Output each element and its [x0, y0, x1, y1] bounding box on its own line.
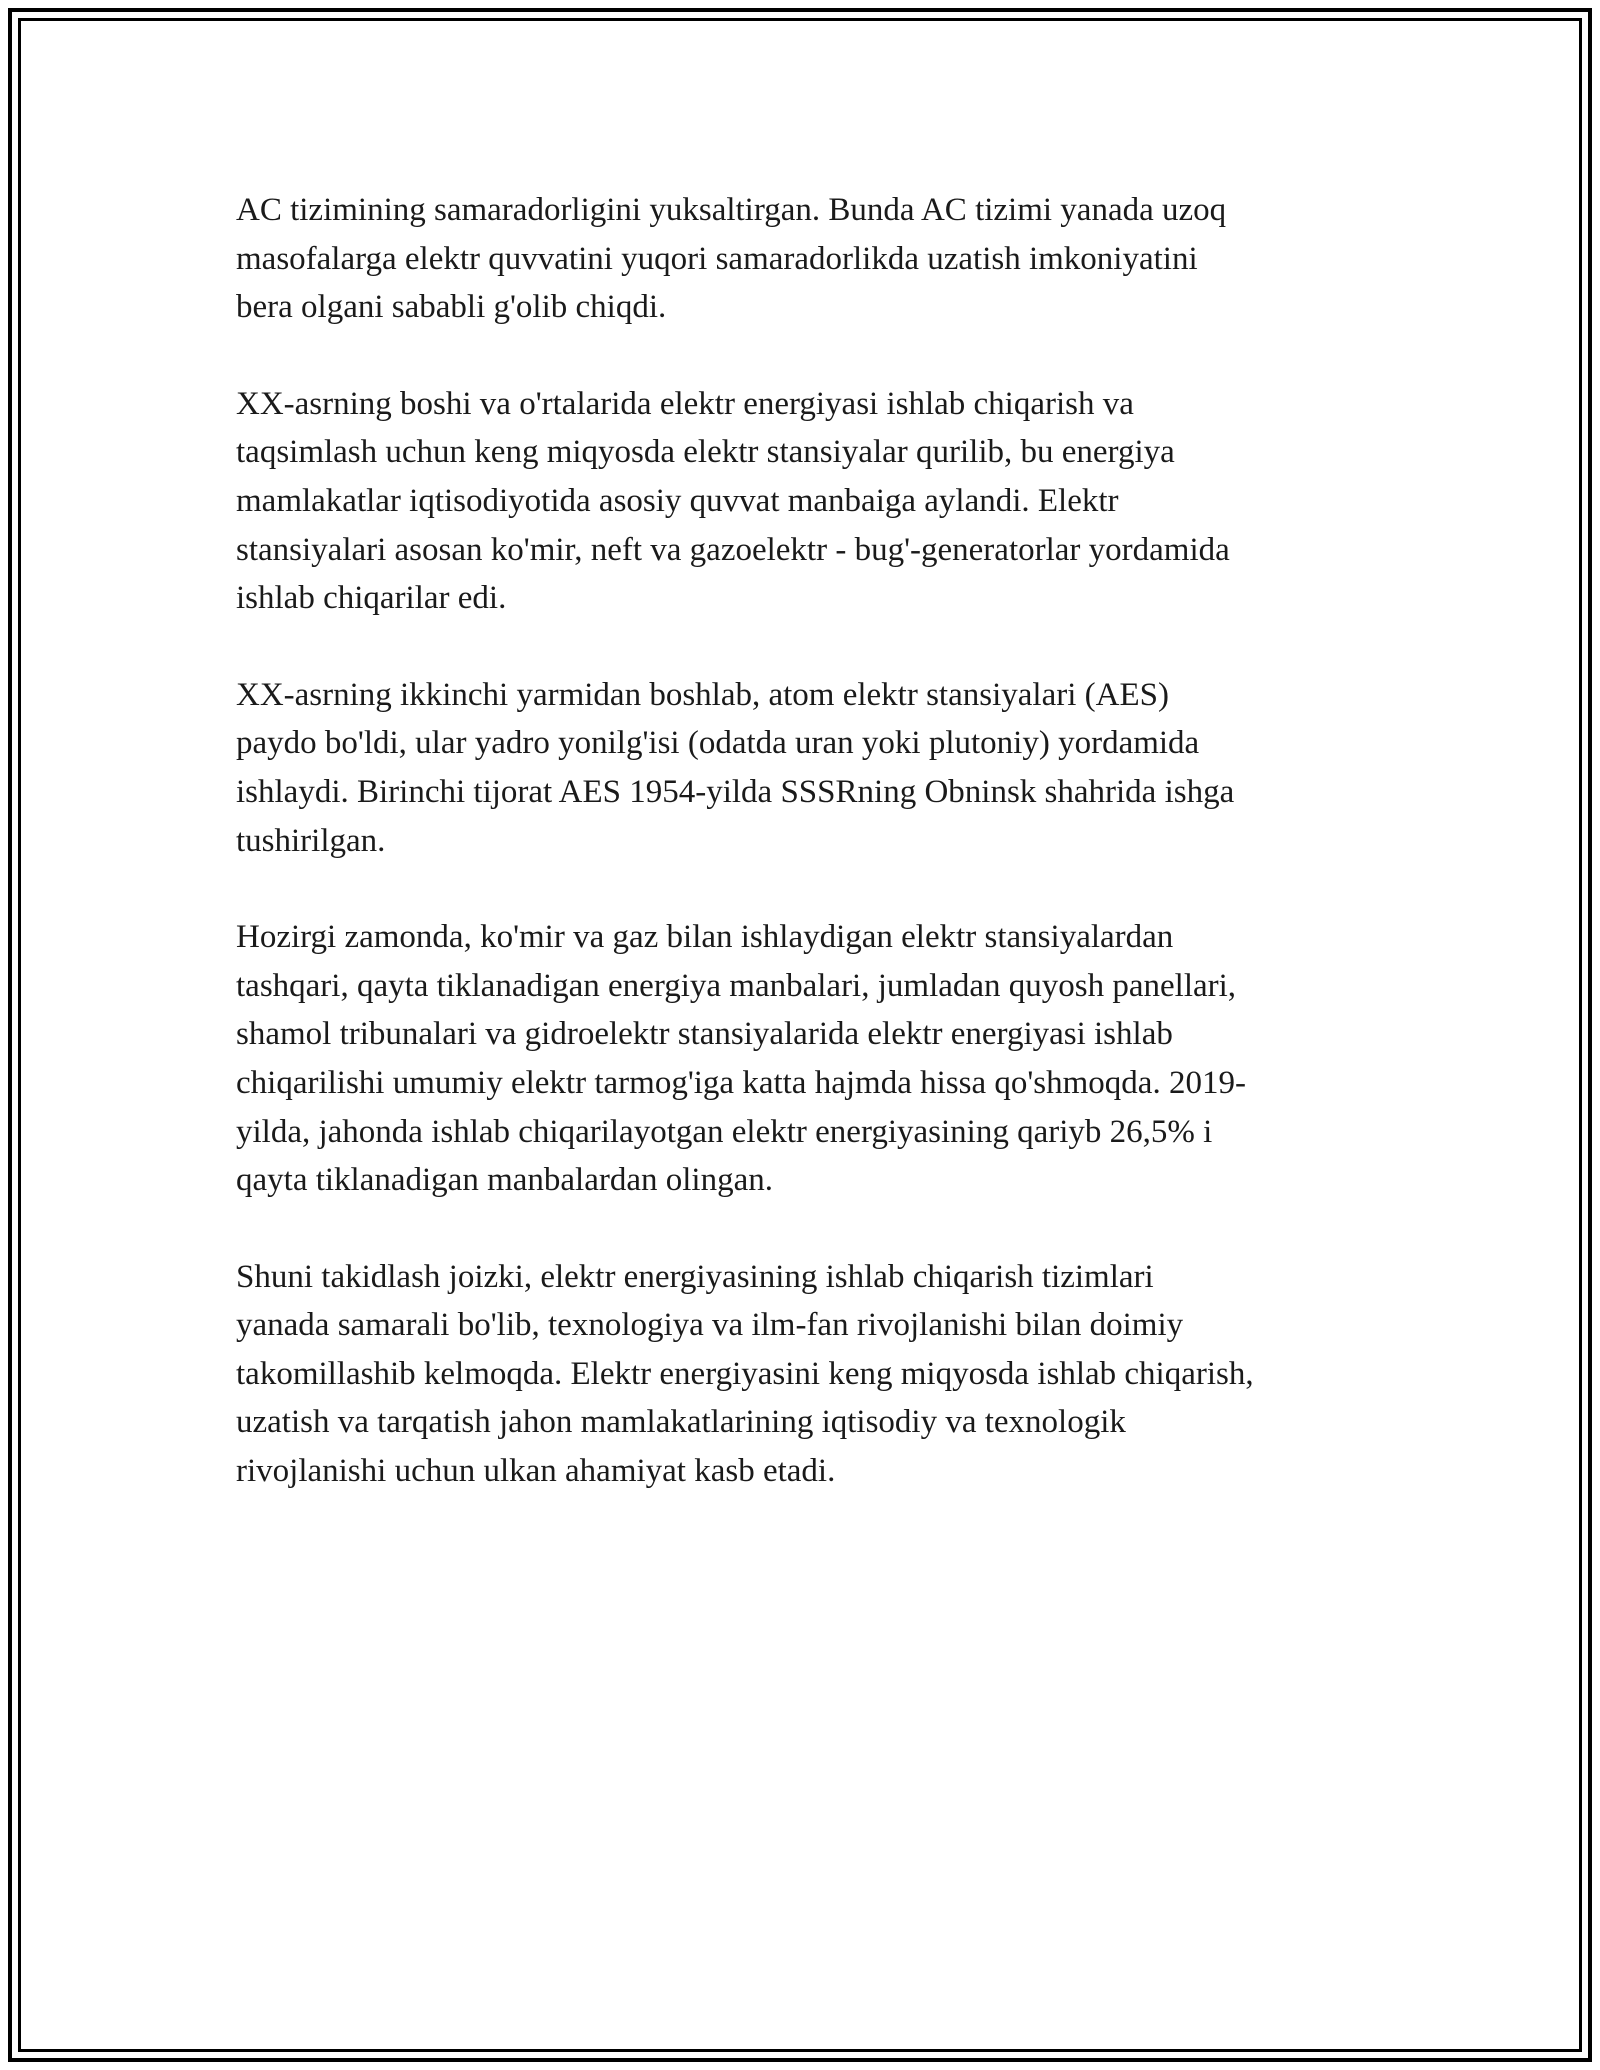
paragraph-early-20th-century: XX-asrning boshi va o'rtalarida elektr energiyasi ishlab chiqarish va taqsimlash uchun keng miqyosda elektr stansiyalar qurilib, bu energiya mamlakatlar iqtisodiyotida asosiy quvvat manbaiga aylandi. Elektr stansiyalari asosan ko'mir, neft va gazoelektr - bug'-generatorlar yordamida ishlab chiqarilar edi.: [236, 385, 1230, 617]
paragraph-ac-system: AC tizimining samaradorligini yuksaltirgan. Bunda AC tizimi yanada uzoq masofalarga elektr quvvatini yuqori samaradorlikda uzatish imkoniyatini bera olgani sababli g'olib chiqdi.: [236, 192, 1227, 326]
paragraph-conclusion: Shuni takidlash joizki, elektr energiyasining ishlab chiqarish tizimlari yanada samarali bo'lib, texnologiya va ilm-fan rivojlanishi bilan doimiy takomillashib kelmoqda. Elektr energiyasini keng miqyosda ishlab chiqarish, uzatish va tarqatish jahon mamlakatlarining iqtisodiy va texnologik rivojlanishi uchun ulkan ahamiyat kasb etadi.: [236, 1258, 1254, 1490]
paragraph-nuclear-power: XX-asrning ikkinchi yarmidan boshlab, atom elektr stansiyalari (AES) paydo bo'ldi, ular yadro yonilg'isi (odatda uran yoki plutoniy) yordamida ishlaydi. Birinchi tijorat AES 1954-yilda SSSRning Obninsk shahrida ishga tushirilgan.: [236, 676, 1235, 859]
document-body: [236, 186, 1376, 1544]
paragraph-renewable-energy: Hozirgi zamonda, ko'mir va gaz bilan ishlaydigan elektr stansiyalardan tashqari, qayta tiklanadigan energiya manbalari, jumladan quyosh panellari, shamol tribunalari va gidroelektr stansiyalarida elektr energiyasi ishlab chiqarilishi umumiy elektr tarmog'iga katta hajmda hissa qo'shmoqda. 2019- yilda, jahonda ishlab chiqarilayotgan elektr energiyasining qariyb 26,5% i qayta tiklanadigan manbalardan olingan.: [236, 919, 1246, 1199]
